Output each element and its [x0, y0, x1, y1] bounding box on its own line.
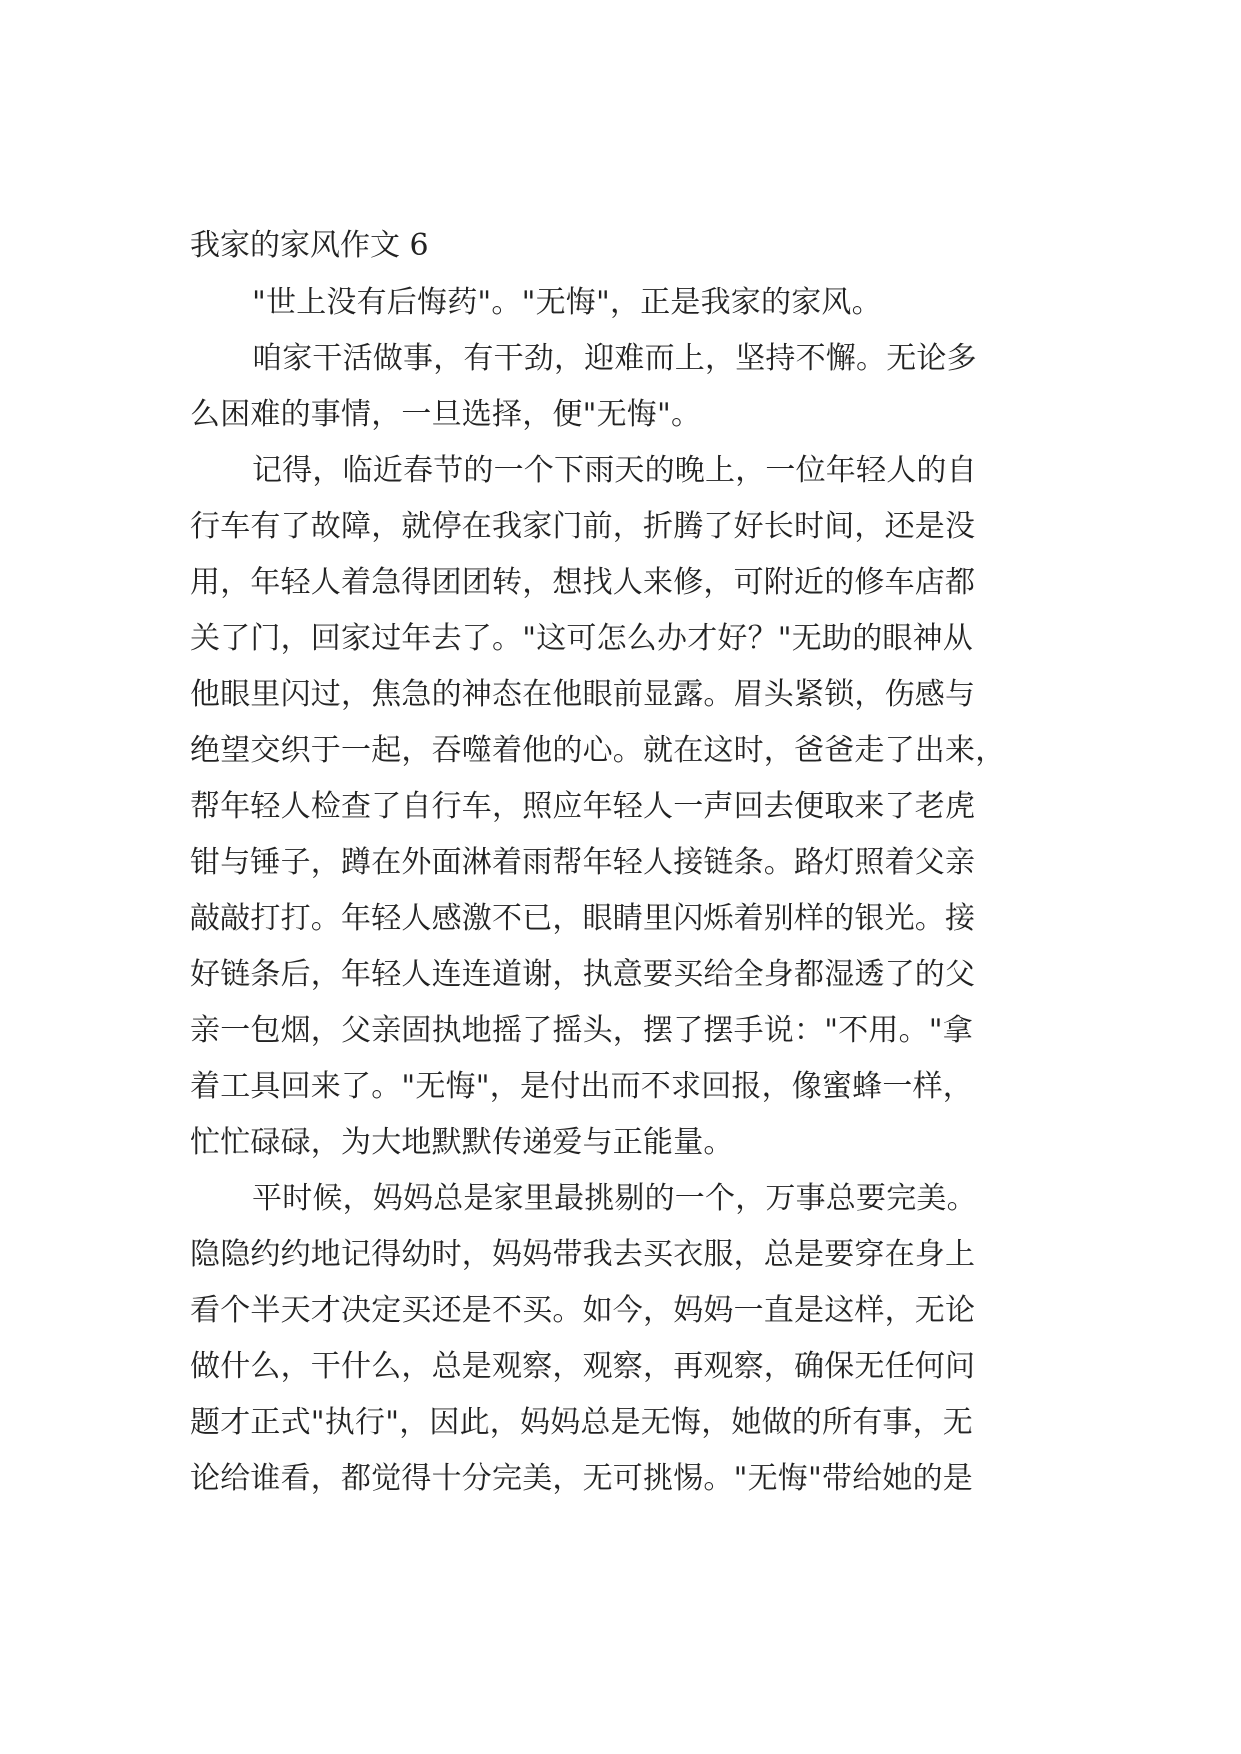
paragraph-line: 么困难的事情，一旦选择，便"无悔"。 — [190, 397, 702, 432]
paragraph-line: 钳与锤子，蹲在外面淋着雨帮年轻人接链条。路灯照着父亲 — [190, 845, 976, 880]
paragraph-line: 用，年轻人着急得团团转，想找人来修，可附近的修车店都 — [190, 565, 976, 600]
paragraph-line: 着工具回来了。"无悔"，是付出而不求回报，像蜜蜂一样， — [190, 1069, 973, 1104]
paragraph-line: 绝望交织于一起，吞噬着他的心。就在这时，爸爸走了出来， — [190, 733, 1006, 768]
paragraph-line: 帮年轻人检查了自行车，照应年轻人一声回去便取来了老虎 — [190, 789, 976, 824]
paragraph-line: 亲一包烟，父亲固执地摇了摇头，摆了摆手说："不用。"拿 — [190, 1013, 973, 1048]
paragraph-line: 记得，临近春节的一个下雨天的晚上，一位年轻人的自 — [252, 453, 977, 488]
paragraph-line: 平时候，妈妈总是家里最挑剔的一个，万事总要完美。 — [252, 1181, 977, 1216]
paragraph-line: 咱家干活做事，有干劲，迎难而上，坚持不懈。无论多 — [252, 341, 977, 376]
paragraph-line: 他眼里闪过，焦急的神态在他眼前显露。眉头紧锁，伤感与 — [190, 677, 976, 712]
paragraph-line: "世上没有后悔药"。"无悔"，正是我家的家风。 — [252, 285, 882, 320]
paragraph-line: 忙忙碌碌，为大地默默传递爱与正能量。 — [190, 1125, 734, 1160]
paragraph-line: 好链条后，年轻人连连道谢，执意要买给全身都湿透了的父 — [190, 957, 976, 992]
paragraph-line: 关了门，回家过年去了。"这可怎么办才好？"无助的眼神从 — [190, 621, 973, 656]
paragraph-line: 看个半天才决定买还是不买。如今，妈妈一直是这样，无论 — [190, 1293, 976, 1328]
paragraph-line: 题才正式"执行"，因此，妈妈总是无悔，她做的所有事，无 — [190, 1405, 973, 1440]
paragraph-line: 敲敲打打。年轻人感激不已，眼睛里闪烁着别样的银光。接 — [190, 901, 976, 936]
paragraph-line: 行车有了故障，就停在我家门前，折腾了好长时间，还是没 — [190, 509, 976, 544]
paragraph-line: 做什么，干什么，总是观察，观察，再观察，确保无任何问 — [190, 1349, 976, 1384]
paragraph-line: 隐隐约约地记得幼时，妈妈带我去买衣服，总是要穿在身上 — [190, 1237, 976, 1272]
document-title: 我家的家风作文 6 — [190, 228, 429, 263]
paragraph-line: 论给谁看，都觉得十分完美，无可挑惕。"无悔"带给她的是 — [190, 1461, 973, 1496]
